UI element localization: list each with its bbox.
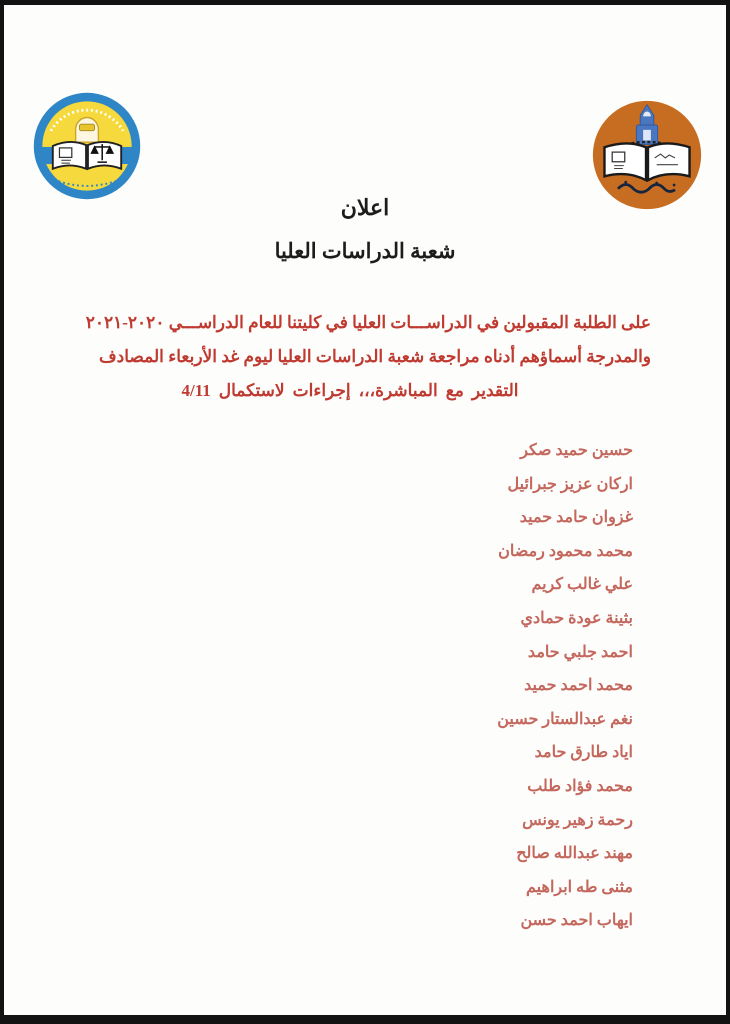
college-of-law-emblem-icon (30, 89, 144, 203)
notice-line-1: على الطلبة المقبولين في الدراســـات العليا في كليتنا للعام الدراســـي ٢٠٢٠-٢٠٢١ (85, 313, 651, 332)
calligraphy-dot (673, 184, 676, 187)
student-name: نغم عبدالستار حسين (497, 710, 633, 728)
calligraphy-dot (624, 181, 627, 184)
student-name: اركان عزيز جبرائيل (507, 475, 633, 493)
open-book-right-page-icon (648, 143, 690, 180)
announcement-title: اعلان (340, 195, 390, 220)
student-name: رحمة زهير يونس (522, 811, 633, 829)
notice-line-2: والمدرجة أسماؤهم أدناه مراجعة شعبة الدراسات العليا ليوم غد الأربعاء المصادف (99, 347, 651, 366)
notice-line-3 (74, 374, 626, 408)
student-name: محمد احمد حميد (524, 677, 633, 695)
notice-line-3-token: 4/11 (181, 381, 211, 400)
open-book-right-page-icon (88, 142, 121, 169)
student-name: علي غالب كريم (531, 576, 633, 594)
student-names-list (497, 434, 633, 938)
student-name: اياد طارق حامد (534, 744, 633, 762)
college-of-law-logo (30, 89, 144, 203)
open-book-left-page-icon (53, 142, 86, 169)
notice-line-3-token: لاستكمال (218, 381, 285, 400)
student-name: ايهاب احمد حسن (520, 912, 633, 930)
notice-line-3-token: التقدير (471, 381, 519, 400)
student-name: احمد جلبي حامد (527, 643, 633, 661)
calligraphy-dot (655, 182, 658, 185)
student-name: بثينة عودة حمادي (520, 609, 633, 627)
student-name: حسين حميد صكر (520, 442, 633, 459)
student-name: مثنى طه ابراهيم (526, 878, 633, 896)
student-name: محمد فؤاد طلب (527, 777, 633, 795)
student-name: غزوان حامد حميد (519, 509, 633, 527)
notice-line-3-token: إجراءات (292, 381, 351, 400)
arch-plaque (79, 124, 94, 131)
student-name: مهند عبدالله صالح (516, 845, 633, 863)
notice-line-3-token: مع (445, 381, 464, 400)
graduate-studies-subtitle: شعبة الدراسات العليا (274, 239, 456, 263)
student-name: محمد محمود رمضان (498, 542, 633, 560)
document-page (4, 5, 726, 1015)
notice-line-3-token: المباشرة،،، (358, 381, 438, 400)
notice-paragraph (85, 306, 651, 408)
